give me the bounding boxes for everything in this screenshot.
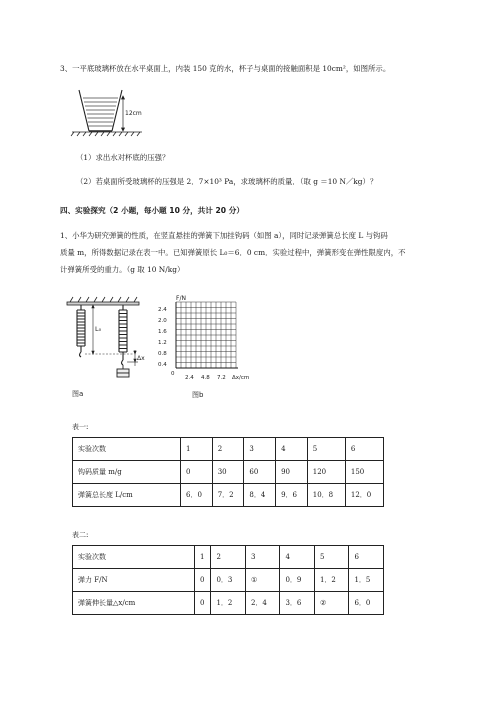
y-tick: 2.0 (158, 318, 167, 324)
table-cell: 1 (181, 438, 213, 461)
table-cell: ① (245, 569, 280, 592)
q1-line2: 质量 m，所得数据记录在表一中。已知弹簧原长 L₀＝6．0 cm．实验过程中，弹簧形变在弹性限度内，不 (60, 248, 406, 257)
row-header-cell: 弹簧总长度 L/cm (73, 484, 181, 507)
table-cell: 3 (245, 546, 280, 569)
table-cell: 90 (276, 461, 308, 484)
glass-cup-icon (79, 90, 122, 131)
table-cell: 60 (244, 461, 276, 484)
table-cell: 9．6 (276, 484, 308, 507)
cup-height-label: 12cm (125, 110, 142, 117)
table-cell: 0．3 (211, 569, 246, 592)
figure-b-grid-chart (156, 292, 256, 404)
figure-a-springs (62, 294, 152, 404)
table-row (73, 484, 384, 507)
table1-caption: 表一: (72, 423, 89, 431)
table-cell: 4 (276, 438, 308, 461)
table-cell: 1．5 (349, 569, 384, 592)
figure-b-label: 图b (192, 391, 204, 399)
table-cell: 5 (314, 546, 349, 569)
origin-label: 0 (171, 371, 175, 377)
y-tick: 1.2 (158, 340, 167, 346)
table-cell: 12．0 (345, 484, 383, 507)
q1-line3: 计弹簧所受的重力。（g 取 10 N/kg） (60, 265, 185, 274)
row-header-cell: 弹簧伸长量△x/cm (73, 592, 195, 615)
row-header-cell: 实验次数 (73, 438, 181, 461)
table-cell: 2 (211, 546, 246, 569)
table-cell: 1．2 (314, 569, 349, 592)
x-axis-title: Δx/cm (232, 375, 250, 381)
table-cell: 1 (195, 546, 211, 569)
section-heading: 四、实验探究（2 小题，每小题 10 分，共计 20 分） (60, 206, 244, 215)
table-cell: 8．4 (244, 484, 276, 507)
table-cell: 0．9 (280, 569, 315, 592)
y-axis-title: F/N (176, 295, 186, 302)
q1-line1: 1、小华为研究弹簧的性质，在竖直悬挂的弹簧下加挂钩码（如图 a），同时记录弹簧总长度 L 与钩码 (60, 231, 388, 240)
table-cell: 30 (212, 461, 244, 484)
table-cell: 3 (244, 438, 276, 461)
table-two (72, 545, 384, 615)
q3-part2: （2）若桌面所受玻璃杯的压强是 2．7×10³ Pa，求玻璃杯的质量．（取 g ＝10 N／kg）？ (76, 177, 378, 186)
table-one (72, 437, 384, 507)
table-cell: ② (314, 592, 349, 615)
row-header-cell: 实验次数 (73, 546, 195, 569)
q3-part1: （1）求出水对杯底的压强？ (76, 153, 170, 162)
x-tick: 7.2 (217, 375, 226, 381)
q3-stem: 3、一平底玻璃杯放在水平桌面上，内装 150 克的水，杯子与桌面的接触面积是 10cm²，如图所示。 (60, 64, 391, 73)
table-cell: 2．4 (245, 592, 280, 615)
table-row (73, 438, 384, 461)
spring-left-icon (77, 305, 85, 357)
measure-lines (85, 305, 138, 366)
table-row (73, 461, 384, 484)
y-tick: 0.8 (158, 351, 167, 357)
table-cell: 0 (195, 569, 211, 592)
table-cell: 6．0 (181, 484, 213, 507)
table-cell: 6 (349, 546, 384, 569)
x-tick: 4.8 (201, 375, 210, 381)
spring-right-icon (119, 305, 127, 365)
table-cell: 120 (307, 461, 345, 484)
table-cell: 6 (345, 438, 383, 461)
table-cell: 5 (307, 438, 345, 461)
hook-weight-icon (117, 365, 129, 377)
ceiling-support-icon (67, 297, 139, 305)
table-cell: 150 (345, 461, 383, 484)
table-cell: 1．2 (211, 592, 246, 615)
label-l0: L₀ (95, 325, 102, 333)
table-cell: 10．8 (307, 484, 345, 507)
table-cell: 7．2 (212, 484, 244, 507)
table-cell: 3．6 (280, 592, 315, 615)
table-row (73, 569, 384, 592)
table-cell: 2 (212, 438, 244, 461)
y-tick: 2.4 (158, 307, 167, 313)
row-header-cell: 弹力 F/N (73, 569, 195, 592)
glass-cup-figure (70, 84, 150, 142)
table-row (73, 592, 384, 615)
table-surface (71, 132, 142, 136)
table-cell: 6．0 (349, 592, 384, 615)
figure-a-label: 图a (72, 390, 84, 398)
label-dx: Δx (137, 355, 145, 362)
x-tick: 2.4 (185, 375, 194, 381)
table-row (73, 546, 384, 569)
table-cell: 0 (195, 592, 211, 615)
y-tick: 0.4 (158, 362, 167, 368)
table-cell: 4 (280, 546, 315, 569)
table-cell: 0 (181, 461, 213, 484)
y-tick: 1.6 (158, 329, 167, 335)
row-header-cell: 钩码质量 m/g (73, 461, 181, 484)
table2-caption: 表二: (72, 531, 89, 539)
